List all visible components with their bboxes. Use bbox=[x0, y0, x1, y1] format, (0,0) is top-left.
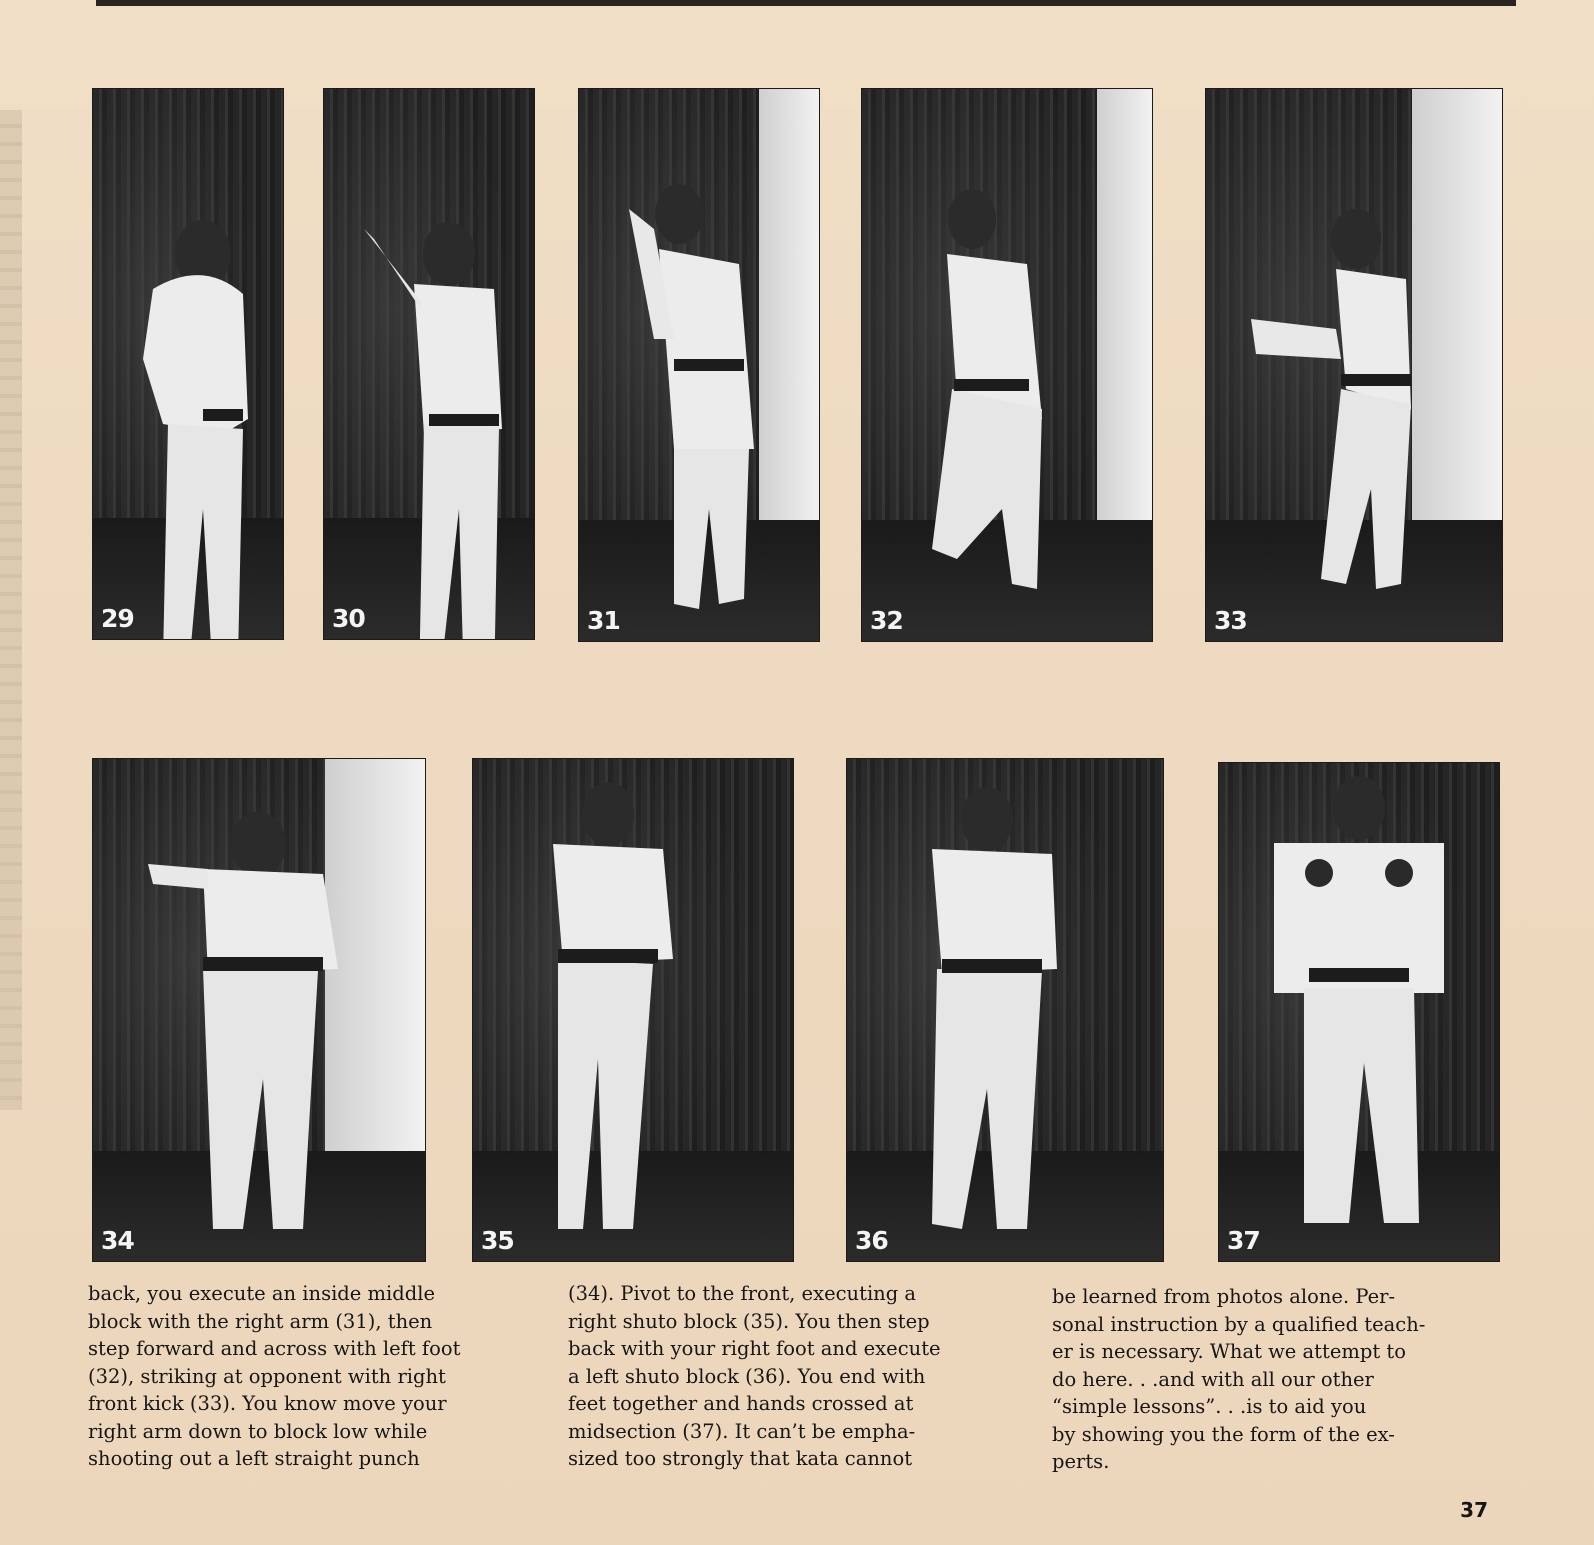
text-line: do here. . .and with all our other bbox=[1052, 1367, 1374, 1391]
photo-34 bbox=[92, 758, 426, 1262]
karateka-figure bbox=[1219, 763, 1499, 1261]
text-line: “simple lessons”. . .is to aid you bbox=[1052, 1395, 1367, 1418]
text-column-2 bbox=[568, 1280, 998, 1473]
photo-number: 36 bbox=[855, 1226, 888, 1255]
photo-30 bbox=[323, 88, 535, 640]
karateka-figure bbox=[1206, 89, 1502, 641]
photo-number: 29 bbox=[101, 604, 134, 633]
karateka-figure bbox=[862, 89, 1152, 641]
karateka-figure bbox=[93, 89, 283, 639]
text-line: step forward and across with left foot bbox=[88, 1337, 461, 1360]
text-line: right shuto block (35). You then step bbox=[568, 1309, 930, 1333]
text-line: (32), striking at opponent with right bbox=[88, 1364, 446, 1388]
photo-31 bbox=[578, 88, 820, 642]
text-line: er is necessary. What we attempt to bbox=[1052, 1340, 1406, 1363]
photo-36 bbox=[846, 758, 1164, 1262]
photo-33 bbox=[1205, 88, 1503, 642]
text-line: perts. bbox=[1052, 1450, 1110, 1473]
text-line: back, you execute an inside middle bbox=[88, 1282, 436, 1305]
text-line: sized too strongly that kata cannot bbox=[568, 1447, 913, 1470]
photo-number: 32 bbox=[870, 606, 903, 635]
text-line: back with your right foot and execute bbox=[568, 1337, 941, 1360]
photo-37 bbox=[1218, 762, 1500, 1262]
page-number: 37 bbox=[1460, 1498, 1488, 1522]
text-column-3 bbox=[1052, 1283, 1492, 1476]
karateka-figure bbox=[93, 759, 425, 1261]
photo-29 bbox=[92, 88, 284, 640]
photo-number: 31 bbox=[587, 606, 620, 635]
karateka-figure bbox=[579, 89, 819, 641]
text-line: midsection (37). It can’t be empha- bbox=[568, 1419, 916, 1443]
text-line: (34). Pivot to the front, executing a bbox=[568, 1282, 917, 1305]
photo-number: 34 bbox=[101, 1226, 134, 1255]
text-line: right arm down to block low while bbox=[88, 1419, 428, 1443]
karateka-figure bbox=[847, 759, 1163, 1261]
photo-number: 30 bbox=[332, 604, 365, 633]
torn-left-edge bbox=[0, 110, 22, 1110]
text-line: shooting out a left straight punch bbox=[88, 1447, 420, 1470]
top-rule bbox=[96, 0, 1516, 6]
text-line: block with the right arm (31), then bbox=[88, 1309, 433, 1333]
photo-35 bbox=[472, 758, 794, 1262]
text-column-1 bbox=[88, 1280, 518, 1473]
text-line: feet together and hands crossed at bbox=[568, 1392, 914, 1415]
text-line: by showing you the form of the ex- bbox=[1052, 1422, 1395, 1446]
photo-number: 35 bbox=[481, 1226, 514, 1255]
karateka-figure bbox=[473, 759, 793, 1261]
karateka-figure bbox=[324, 89, 534, 639]
text-line: be learned from photos alone. Per- bbox=[1052, 1285, 1396, 1308]
photo-32 bbox=[861, 88, 1153, 642]
photo-number: 37 bbox=[1227, 1226, 1260, 1255]
text-line: sonal instruction by a qualified teach- bbox=[1052, 1312, 1426, 1336]
text-line: a left shuto block (36). You end with bbox=[568, 1364, 926, 1388]
photo-number: 33 bbox=[1214, 606, 1247, 635]
text-line: front kick (33). You know move your bbox=[88, 1392, 447, 1415]
